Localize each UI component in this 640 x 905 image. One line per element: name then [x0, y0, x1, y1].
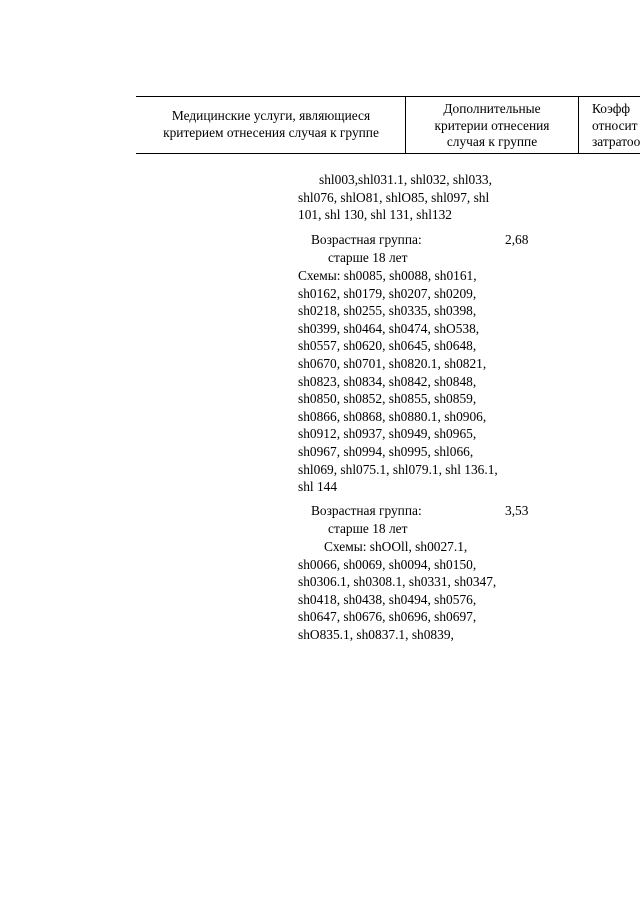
age-group-value: старше 18 лет	[328, 250, 408, 265]
criteria-line: sh0162, sh0179, sh0207, sh0209,	[298, 285, 477, 301]
criteria-line: Схемы: sh0085, sh0088, sh0161,	[298, 268, 477, 283]
header-line: затратоо	[592, 134, 640, 149]
criteria-line: Схемы: shOOll, sh0027.1,	[324, 539, 468, 554]
criteria-line: sh0399, sh0464, sh0474, shO538,	[298, 320, 480, 336]
criteria-line: sh0823, sh0834, sh0842, sh0848,	[298, 373, 477, 389]
age-group-label: Возрастная группа:	[311, 232, 422, 247]
header-line: Медицинские услуги, являющиеся	[171, 108, 371, 123]
header-line: критерии отнесения	[434, 117, 550, 133]
table-column-divider-2	[578, 96, 579, 154]
criteria-block-1	[298, 171, 492, 224]
age-group-label: Возрастная группа:	[311, 503, 422, 518]
criteria-line: shl 144	[298, 479, 338, 495]
criteria-line: sh0306.1, sh0308.1, sh0331, sh0347,	[298, 574, 497, 590]
header-line: критерием отнесения случая к группе	[163, 124, 379, 140]
criteria-line: sh0850, sh0852, sh0855, sh0859,	[298, 391, 477, 407]
table-header-coefficient	[580, 101, 640, 151]
header-line: Коэфф	[592, 101, 631, 116]
criteria-line: sh0967, sh0994, sh0995, shl066,	[298, 443, 474, 459]
criteria-line: shO835.1, sh0837.1, sh0839,	[298, 626, 454, 642]
criteria-line: sh0647, sh0676, sh0696, sh0697,	[298, 609, 477, 625]
header-line: случая к группе	[446, 134, 538, 149]
criteria-line: sh0866, sh0868, sh0880.1, sh0906,	[298, 408, 487, 424]
criteria-line: shl069, shl075.1, shl079.1, shl 136.1,	[298, 461, 498, 477]
header-line: Дополнительные	[443, 101, 541, 116]
table-header-bottom-border	[136, 153, 640, 154]
table-top-border	[136, 96, 640, 97]
table-header-additional-criteria	[406, 101, 578, 151]
criteria-line: shl076, shlO81, shlO85, shl097, shl	[298, 189, 490, 205]
coefficient-value: 2,68	[505, 232, 529, 247]
age-group-value: старше 18 лет	[328, 521, 408, 536]
criteria-block-2	[298, 267, 498, 496]
criteria-line: sh0912, sh0937, sh0949, sh0965,	[298, 426, 477, 442]
criteria-block-3	[298, 538, 496, 644]
criteria-line: sh0066, sh0069, sh0094, sh0150,	[298, 556, 477, 572]
criteria-line: sh0557, sh0620, sh0645, sh0648,	[298, 338, 477, 354]
header-line: относит	[592, 117, 638, 133]
criteria-line: shl003,shl031.1, shl032, shl033,	[319, 172, 492, 187]
criteria-line: sh0218, sh0255, sh0335, sh0398,	[298, 303, 477, 319]
criteria-line: sh0418, sh0438, sh0494, sh0576,	[298, 591, 477, 607]
coefficient-value: 3,53	[505, 503, 529, 518]
criteria-line: sh0670, sh0701, sh0820.1, sh0821,	[298, 355, 487, 371]
table-header-medical-services	[137, 108, 405, 141]
criteria-line: 101, shl 130, shl 131, shl132	[298, 207, 453, 223]
